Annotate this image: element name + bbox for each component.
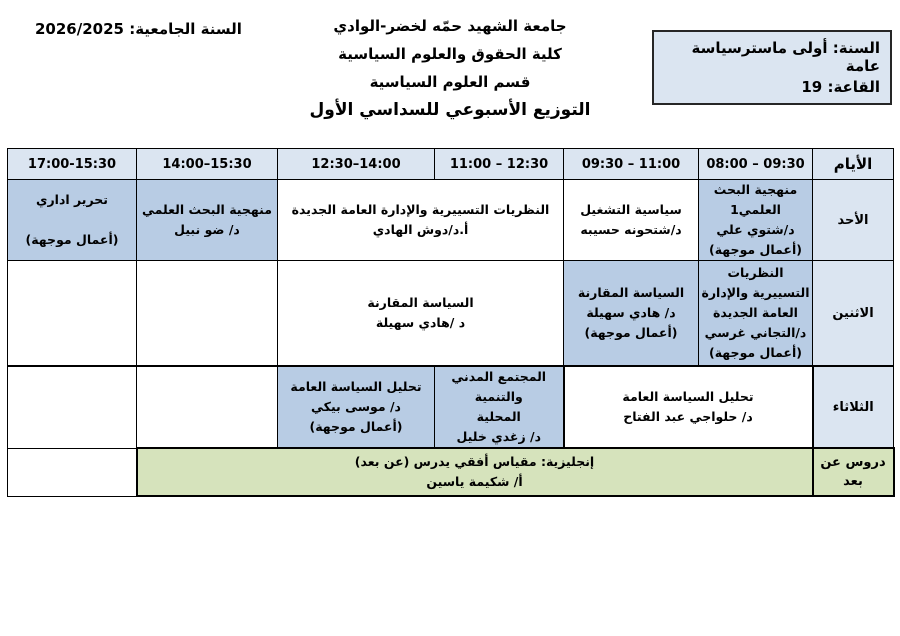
table-row-tuesday [8,366,894,448]
schedule-cell [137,366,278,448]
cell-text-line: منهجية البحث العلمي [142,202,272,217]
schedule-cell [8,366,137,448]
cell-text-line: تحرير اداري [36,192,108,207]
schedule-cell [8,261,137,367]
schedule-cell [564,366,813,448]
time-slot-header: 11:00 – 09:30 [564,149,699,180]
faculty-name: كلية الحقوق والعلوم السياسية [338,45,562,63]
time-slot-header: 14:00–12:30 [278,149,435,180]
cell-text-line: (أعمال موجهة) [709,345,802,360]
time-slot-header: 09:30 – 08:00 [699,149,813,180]
cell-text-line: د/ زغدي خليل [456,429,541,444]
schedule-table [7,148,895,497]
day-cell [813,261,894,367]
schedule-cell [137,180,278,261]
cell-text-line: د /هادي سهيلة [375,315,466,330]
schedule-cell [8,448,137,496]
day-cell [813,366,894,448]
schedule-cell [564,261,699,367]
cell-text-line: (أعمال موجهة) [309,419,403,434]
cell-text-line: د/ حلواجي عبد الفتاح [623,409,753,424]
room-line: القاعة: 19 [801,78,880,96]
header-row [8,149,894,180]
time-slot-header: 12:30 – 11:00 [435,149,564,180]
day-label: الأحد [837,212,869,228]
cell-text-line: أ/ شكيمة ياسين [426,474,523,489]
day-label: دروس عن بعد [820,455,886,489]
cell-text-line: د/ هادي سهيلة [586,305,676,320]
schedule-cell [137,448,813,496]
cell-text-line: تحليل السياسة العامة [290,379,422,394]
schedule-cell [278,261,564,367]
schedule-cell [278,366,435,448]
cell-text-line: أ.د/دوش الهادي [372,222,469,237]
schedule-body [8,180,894,497]
cell-text-line: د/شتحونه حسيبه [580,222,682,237]
schedule-cell [699,261,813,367]
time-slot-header: 17:00-15:30 [8,149,137,180]
day-label: الاثنين [832,305,874,321]
schedule-cell [699,180,813,261]
cell-text-line: النظريات التسييرية والإدارة العامة الجديدة [291,202,550,217]
class-info-box [652,30,892,105]
cell-text-line: د/ ضو نبيل [174,222,240,237]
department-name: قسم العلوم السياسية [369,73,531,91]
cell-text-line: (أعمال موجهة) [25,232,119,247]
cell-text-line: إنجليزية: مقياس أفقي يدرس (عن بعد) [354,454,595,469]
schedule-cell [137,261,278,367]
schedule-cell [8,180,137,261]
cell-text-line [10,210,134,230]
cell-text-line: المجتمع المدني والتنمية [451,369,547,404]
cell-text-line: منهجية البحث العلمي1 [713,182,798,217]
cell-text-line: (أعمال موجهة) [709,242,802,257]
document-header [285,12,615,124]
academic-year-label: السنة الجامعية: 2026/2025 [35,20,242,38]
schedule-title: التوزيع الأسبوعي للسداسي الأول [309,100,591,120]
cell-text-line: د/ موسى بيكي [311,399,401,414]
table-row-monday [8,261,894,367]
cell-text-line: د/التجاني غرسي [704,325,807,340]
cell-text-line: السياسة المقارنة [367,295,474,310]
cell-text-line: (أعمال موجهة) [584,325,678,340]
class-year-line: السنة: أولى ماسترسياسة عامة [691,39,880,75]
cell-text-line: النظريات [727,265,784,280]
table-row-distance [8,448,894,496]
cell-text-line: سياسية التشغيل [580,202,682,217]
schedule-cell [278,180,564,261]
table-row-sunday [8,180,894,261]
cell-text-line: د/شتوي علي [716,222,795,237]
cell-text-line: العامة الجديدة [713,305,798,320]
cell-text-line: المحلية [476,409,521,424]
day-cell [813,180,894,261]
cell-text-line: التسييرية والإدارة [701,285,810,300]
cell-text-line: تحليل السياسة العامة [622,389,754,404]
university-name: جامعة الشهيد حمّه لخضر-الوادي [333,17,567,35]
cell-text-line: السياسة المقارنة [577,285,685,300]
schedule-cell [435,366,564,448]
schedule-cell [564,180,699,261]
day-cell [813,448,894,496]
days-column-header: الأيام [813,149,894,180]
day-label: الثلاثاء [832,399,874,415]
time-slot-header: 15:30–14:00 [137,149,278,180]
